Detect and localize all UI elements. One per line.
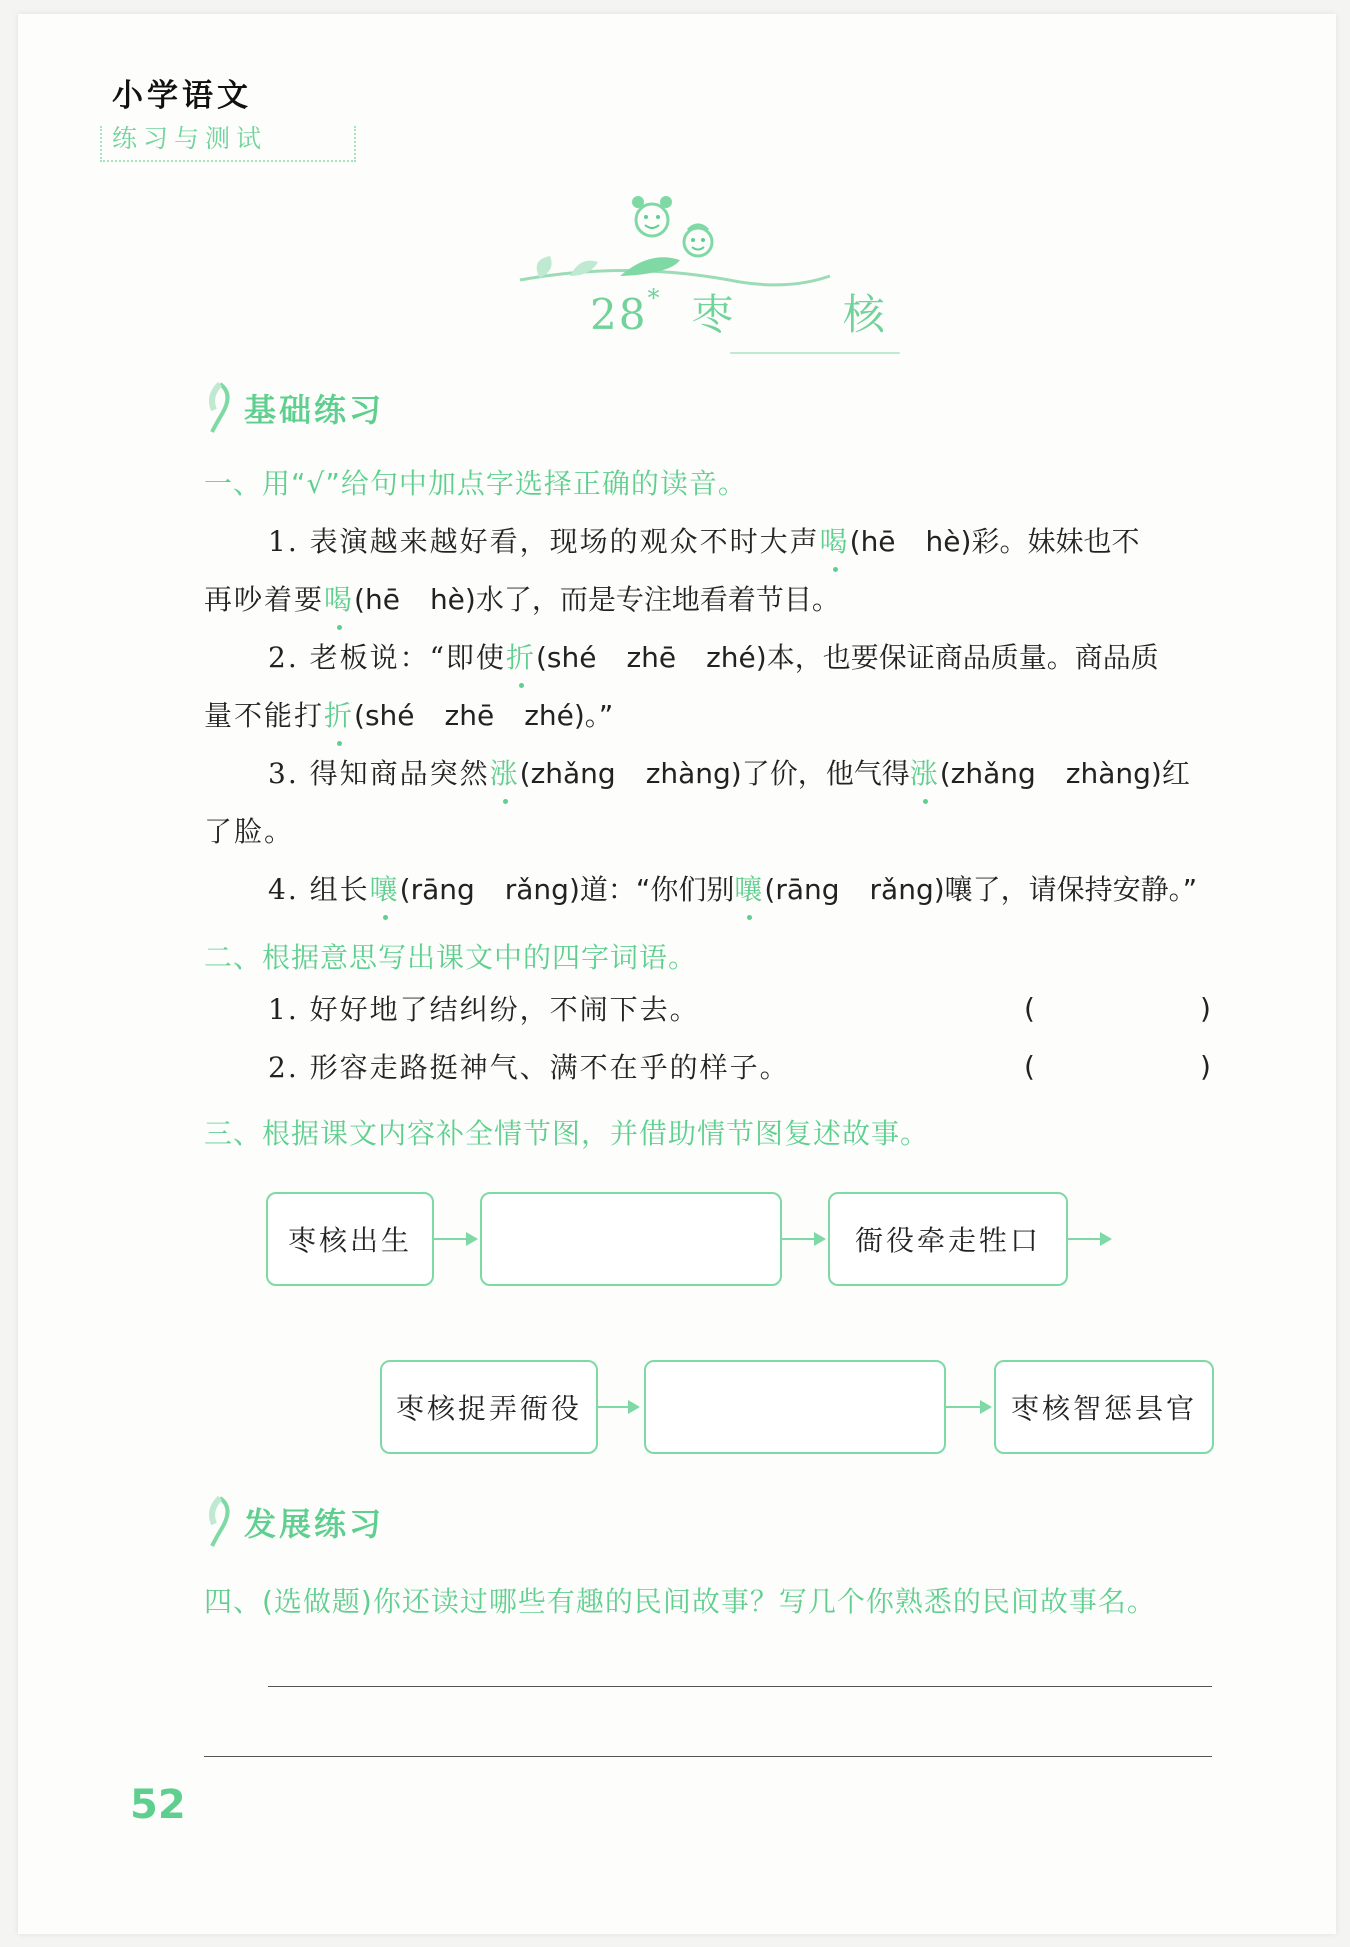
question-3-heading: 三、根据课文内容补全情节图，并借助情节图复述故事。 <box>204 1117 930 1150</box>
brand-dotted-frame <box>100 126 356 162</box>
q2-item2: 2. 形容走路挺神气、满不在乎的样子。 <box>268 1051 790 1084</box>
dotted-char: 喝 <box>820 522 850 562</box>
arrow-5 <box>944 1406 990 1408</box>
dotted-char: 嚷 <box>734 870 764 910</box>
q1-item1-line1: 1. 表演越来越好看，现场的观众不时大声喝(hē hè)彩。妹妹也不 <box>268 522 1139 562</box>
answer-line-2[interactable] <box>204 1756 1212 1757</box>
question-4-heading: 四、(选做题)你还读过哪些有趣的民间故事？写几个你熟悉的民间故事名。 <box>204 1585 1156 1618</box>
arrow-1 <box>432 1238 476 1240</box>
plot-box-2-blank[interactable] <box>480 1192 782 1286</box>
q1-item2-line2: 量不能打折(shé zhē zhé)。” <box>204 696 613 736</box>
feather-icon <box>200 380 234 436</box>
arrow-2 <box>780 1238 824 1240</box>
dotted-char: 折 <box>324 696 354 736</box>
optional-mark: * <box>647 284 662 312</box>
q2-item2-open-paren: ( <box>1024 1050 1035 1083</box>
brand-subtitle: 练习与测试 <box>112 124 268 153</box>
q2-item1-open-paren: ( <box>1024 992 1035 1025</box>
lesson-title <box>590 282 933 342</box>
dotted-char: 折 <box>506 638 536 678</box>
section-title: 基础练习 <box>244 391 385 429</box>
q1-item3-line2: 了脸。 <box>204 815 295 848</box>
q2-item1-close-paren: ) <box>1200 992 1211 1025</box>
dotted-char: 涨 <box>490 754 520 794</box>
lesson-number: 28 <box>590 290 648 339</box>
section-basic-practice <box>200 380 384 436</box>
dotted-char: 涨 <box>910 754 940 794</box>
question-2-heading: 二、根据意思写出课文中的四字词语。 <box>204 941 698 974</box>
brand-title: 小学语文 <box>112 78 252 114</box>
section-title: 发展练习 <box>244 1505 385 1543</box>
plot-box-3: 衙役牵走牲口 <box>828 1192 1068 1286</box>
q1-item3-line1: 3. 得知商品突然涨(zhǎng zhàng)了价，他气得涨(zhǎng zhàng)红 <box>268 754 1190 794</box>
arrow-4 <box>596 1406 638 1408</box>
title-underline <box>730 352 900 354</box>
dotted-char: 喝 <box>324 580 354 620</box>
arrow-3 <box>1066 1238 1110 1240</box>
dotted-char: 嚷 <box>370 870 400 910</box>
q1-item1-line2: 再吵着要喝(hē hè)水了，而是专注地看着节目。 <box>204 580 840 620</box>
section-extension-practice <box>200 1494 384 1550</box>
q1-item4-line1: 4. 组长嚷(rāng rǎng)道：“你们别嚷(rāng rǎng)嚷了，请保持安静。” <box>268 870 1197 910</box>
feather-icon <box>200 1494 234 1550</box>
page-number: 52 <box>130 1782 186 1828</box>
plot-box-6: 枣核智惩县官 <box>994 1360 1214 1454</box>
lesson-name: 枣 核 <box>691 290 933 339</box>
q1-item2-line1: 2. 老板说：“即使折(shé zhē zhé)本，也要保证商品质量。商品质 <box>268 638 1159 678</box>
plot-box-1: 枣核出生 <box>266 1192 434 1286</box>
q2-item2-close-paren: ) <box>1200 1050 1211 1083</box>
question-1-heading: 一、用“√”给句中加点字选择正确的读音。 <box>204 467 747 500</box>
answer-line-1[interactable] <box>268 1686 1212 1687</box>
q2-item1: 1. 好好地了结纠纷，不闹下去。 <box>268 993 700 1026</box>
plot-box-5-blank[interactable] <box>644 1360 946 1454</box>
plot-box-4: 枣核捉弄衙役 <box>380 1360 598 1454</box>
